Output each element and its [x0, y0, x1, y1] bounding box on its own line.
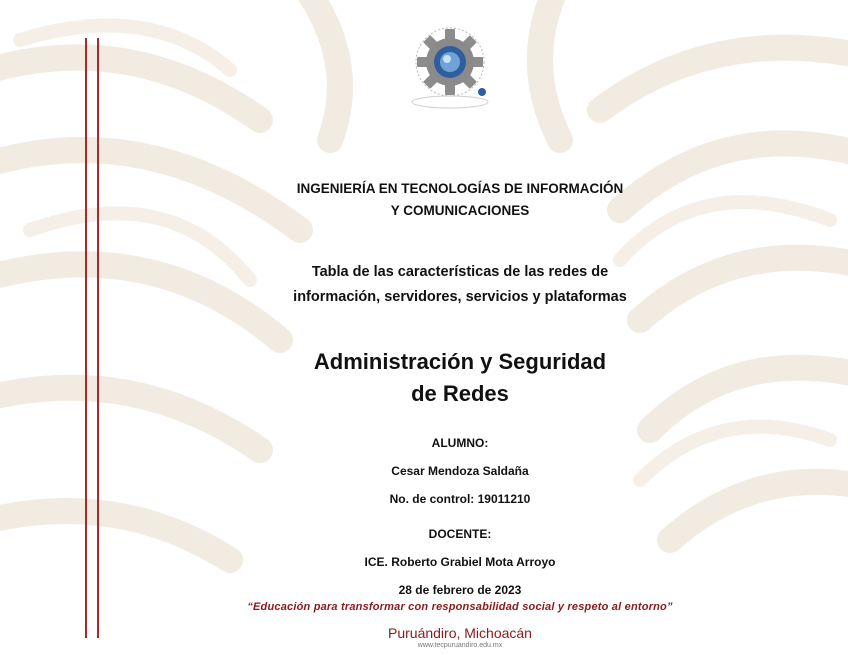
institution-city: Puruándiro, Michoacán: [388, 625, 532, 641]
margin-line-inner: [97, 38, 99, 638]
course-line-1: Administración y Seguridad: [313, 349, 607, 374]
institution-motto: “Educación para transformar con responsabilidad social y respeto al entorno”: [247, 601, 673, 613]
assignment-line-2: información, servidores, servicios y plataformas: [293, 289, 627, 305]
assignment-title: [200, 260, 720, 310]
career-line-2: Y COMUNICACIONES: [390, 203, 530, 218]
student-name: Cesar Mendoza Saldaña: [391, 464, 529, 478]
teacher-name: ICE. Roberto Grabiel Mota Arroyo: [364, 555, 556, 569]
document-date: 28 de febrero de 2023: [398, 583, 522, 597]
assignment-line-1: Tabla de las características de las redes de: [311, 264, 609, 280]
margin-line-outer: [85, 38, 87, 638]
teacher-label: DOCENTE:: [428, 527, 492, 541]
itics-gear-logo: [398, 14, 502, 112]
institution-url: www.tecpuruandiro.edu.mx: [417, 642, 503, 649]
career-title: [200, 178, 720, 222]
student-control-number: No. de control: 19011210: [389, 492, 531, 506]
course-line-2: de Redes: [411, 381, 509, 406]
student-label: ALUMNO:: [431, 436, 489, 450]
career-line-1: INGENIERÍA EN TECNOLOGÍAS DE INFORMACIÓN: [296, 181, 624, 196]
course-title: [200, 346, 720, 410]
